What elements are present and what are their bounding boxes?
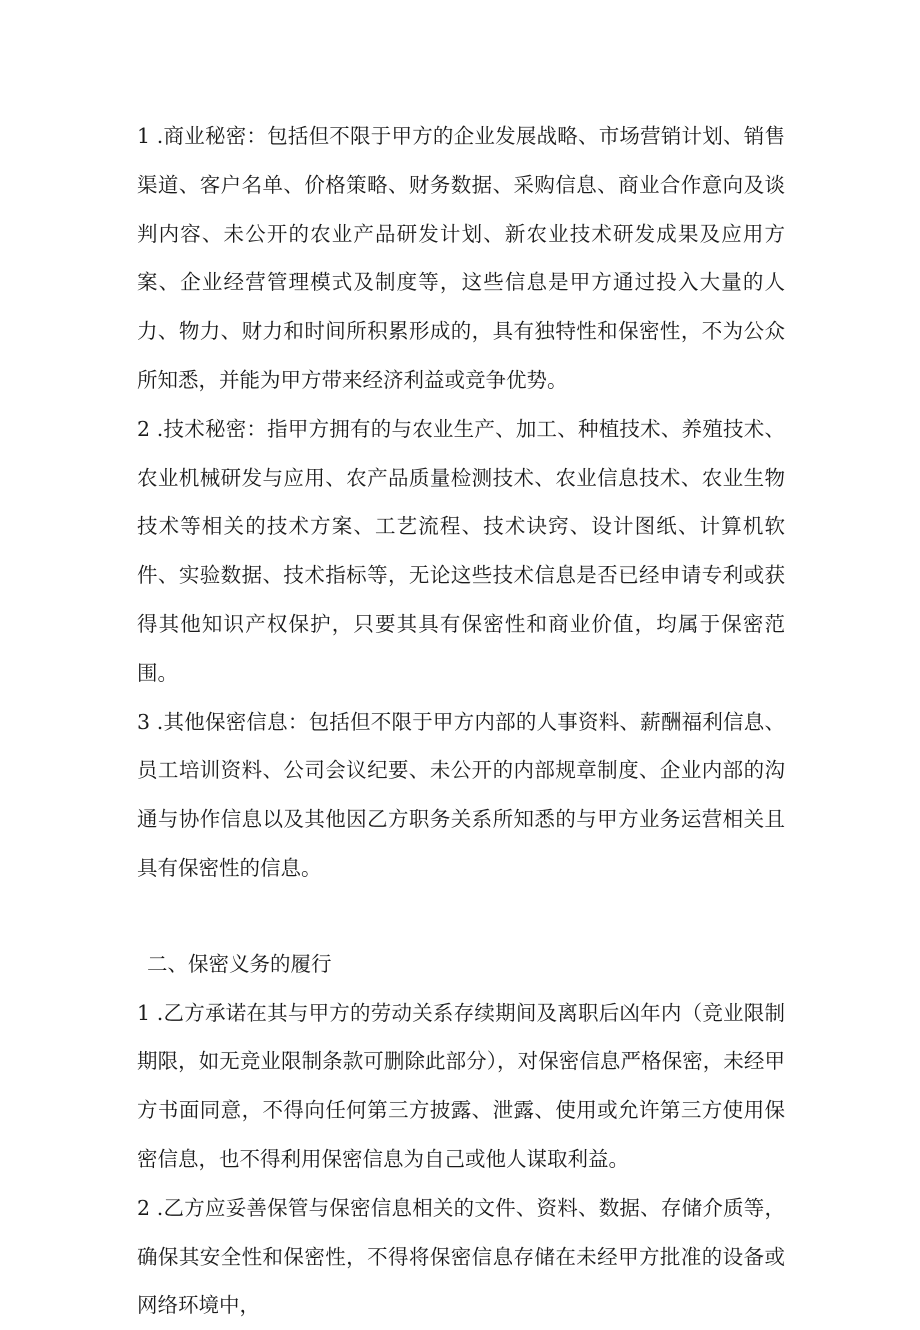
paragraph-other-confidential-info: 3 .其他保密信息：包括但不限于甲方内部的人事资料、薪酬福利信息、员工培训资料、公司会议纪要、未公开的内部规章制度、企业内部的沟通与协作信息以及其他因乙方职务关系所知悉的与甲方业务运营相关且具有保密性的信息。 xyxy=(137,709,785,880)
paragraph-trade-secrets: 1 .商业秘密：包括但不限于甲方的企业发展战略、市场营销计划、销售渠道、客户名单、价格策略、财务数据、采购信息、商业合作意向及谈判内容、未公开的农业产品研发计划、新农业技术研发成果及应用方案、企业经营管理模式及制度等，这些信息是甲方通过投入大量的人力、物力、财力和时间所积累形成的，具有独特性和保密性，不为公众所知悉，并能为甲方带来经济利益或竞争优势。 xyxy=(137,124,785,392)
paragraph-obligation-2: 2 .乙方应妥善保管与保密信息相关的文件、资料、数据、存储介质等，确保其安全性和保密性，不得将保密信息存储在未经甲方批准的设备或网络环境中， xyxy=(137,1195,785,1318)
section-heading-confidentiality-obligations: 二、保密义务的履行 xyxy=(147,951,332,976)
paragraph-obligation-1: 1 .乙方承诺在其与甲方的劳动关系存续期间及离职后凶年内（竞业限制期限，如无竞业限制条款可删除此部分），对保密信息严格保密，未经甲方书面同意，不得向任何第三方披露、泄露、使用或允许第三方使用保密信息，也不得利用保密信息为自己或他人谋取利益。 xyxy=(137,1000,785,1171)
document-body xyxy=(137,112,785,1330)
paragraph-technical-secrets: 2 .技术秘密：指甲方拥有的与农业生产、加工、种植技术、养殖技术、农业机械研发与应用、农产品质量检测技术、农业信息技术、农业生物技术等相关的技术方案、工艺流程、技术诀窍、设计图纸、计算机软件、实验数据、技术指标等，无论这些技术信息是否已经申请专利或获得其他知识产权保护，只要其具有保密性和商业价值，均属于保密范围。 xyxy=(137,416,785,685)
